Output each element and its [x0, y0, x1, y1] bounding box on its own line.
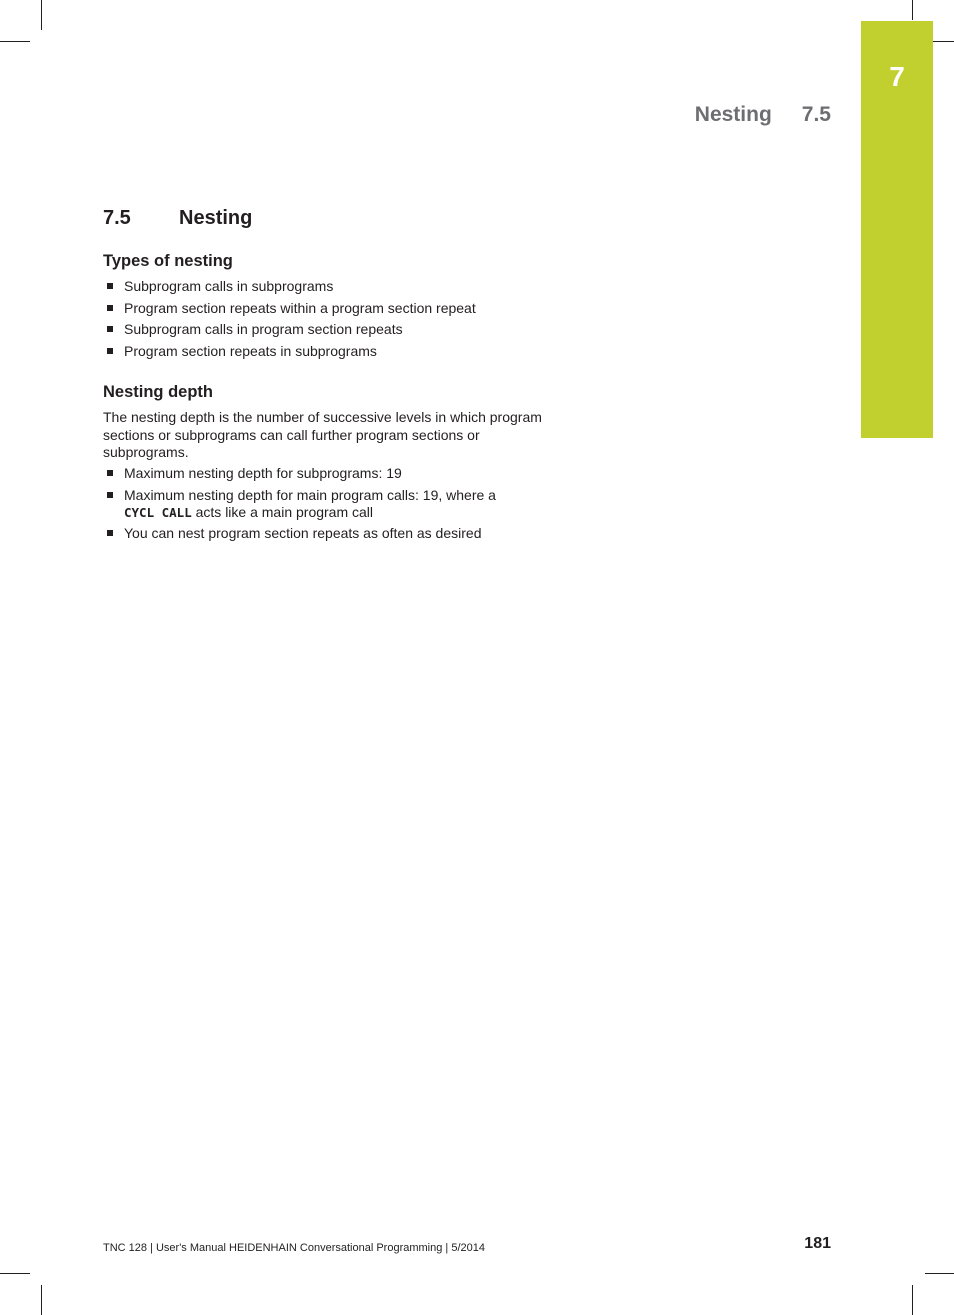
chapter-number: 7 [889, 61, 905, 92]
page-number: 181 [804, 1235, 831, 1252]
running-header-title: Nesting [694, 103, 772, 126]
list-item [103, 278, 563, 295]
nesting-depth-heading: Nesting depth [103, 383, 213, 401]
list-item [103, 343, 563, 360]
bullet-square-icon [107, 530, 113, 536]
cycl-call-code: CYCL CALL [124, 504, 192, 520]
crop-mark-bottom-right-v [912, 1285, 913, 1315]
list-item-text: Subprogram calls in program section repeats [124, 321, 403, 338]
types-of-nesting-list [103, 278, 563, 364]
bullet-square-icon [107, 326, 113, 332]
list-item [103, 487, 563, 521]
chapter-tab [861, 21, 933, 438]
list-item-text: Maximum nesting depth for subprograms: 19 [124, 465, 402, 481]
list-item [103, 321, 563, 338]
bullet-square-icon [107, 492, 113, 498]
list-item-text: Program section repeats within a program section repeat [124, 299, 476, 316]
running-header-number: 7.5 [801, 103, 831, 126]
crop-mark-bottom-left-h [0, 1273, 30, 1274]
list-item [103, 300, 563, 317]
list-item-text: Subprogram calls in subprograms [124, 278, 334, 294]
crop-mark-top-right-v [912, 0, 913, 20]
list-item-text: Maximum nesting depth for main program calls: 19, where a [124, 486, 496, 503]
running-header [695, 103, 831, 127]
section-number: 7.5 [103, 207, 131, 229]
list-item [103, 525, 563, 542]
crop-mark-top-right-h [933, 41, 954, 42]
crop-mark-bottom-left-v [41, 1285, 42, 1315]
list-item-text: You can nest program section repeats as often as desired [124, 525, 482, 542]
footer-text: TNC 128 | User's Manual HEIDENHAIN Conversational Programming | 5/2014 [103, 1242, 485, 1254]
bullet-square-icon [107, 305, 113, 311]
nesting-depth-paragraph: The nesting depth is the number of successive levels in which program sections or subprograms can call further program sections or subprograms. [103, 409, 542, 460]
crop-mark-bottom-right-h [925, 1273, 954, 1274]
bullet-square-icon [107, 283, 113, 289]
list-item [103, 465, 563, 482]
section-heading [103, 206, 252, 230]
types-of-nesting-heading: Types of nesting [103, 252, 233, 270]
bullet-square-icon [107, 470, 113, 476]
bullet-square-icon [107, 348, 113, 354]
list-item-text: Program section repeats in subprograms [124, 342, 377, 359]
crop-mark-top-left-h [0, 41, 30, 42]
nesting-depth-list [103, 465, 563, 547]
crop-mark-top-left-v [41, 0, 42, 30]
list-item-text-tail: acts like a main program call [195, 503, 374, 520]
section-title: Nesting [179, 207, 253, 229]
